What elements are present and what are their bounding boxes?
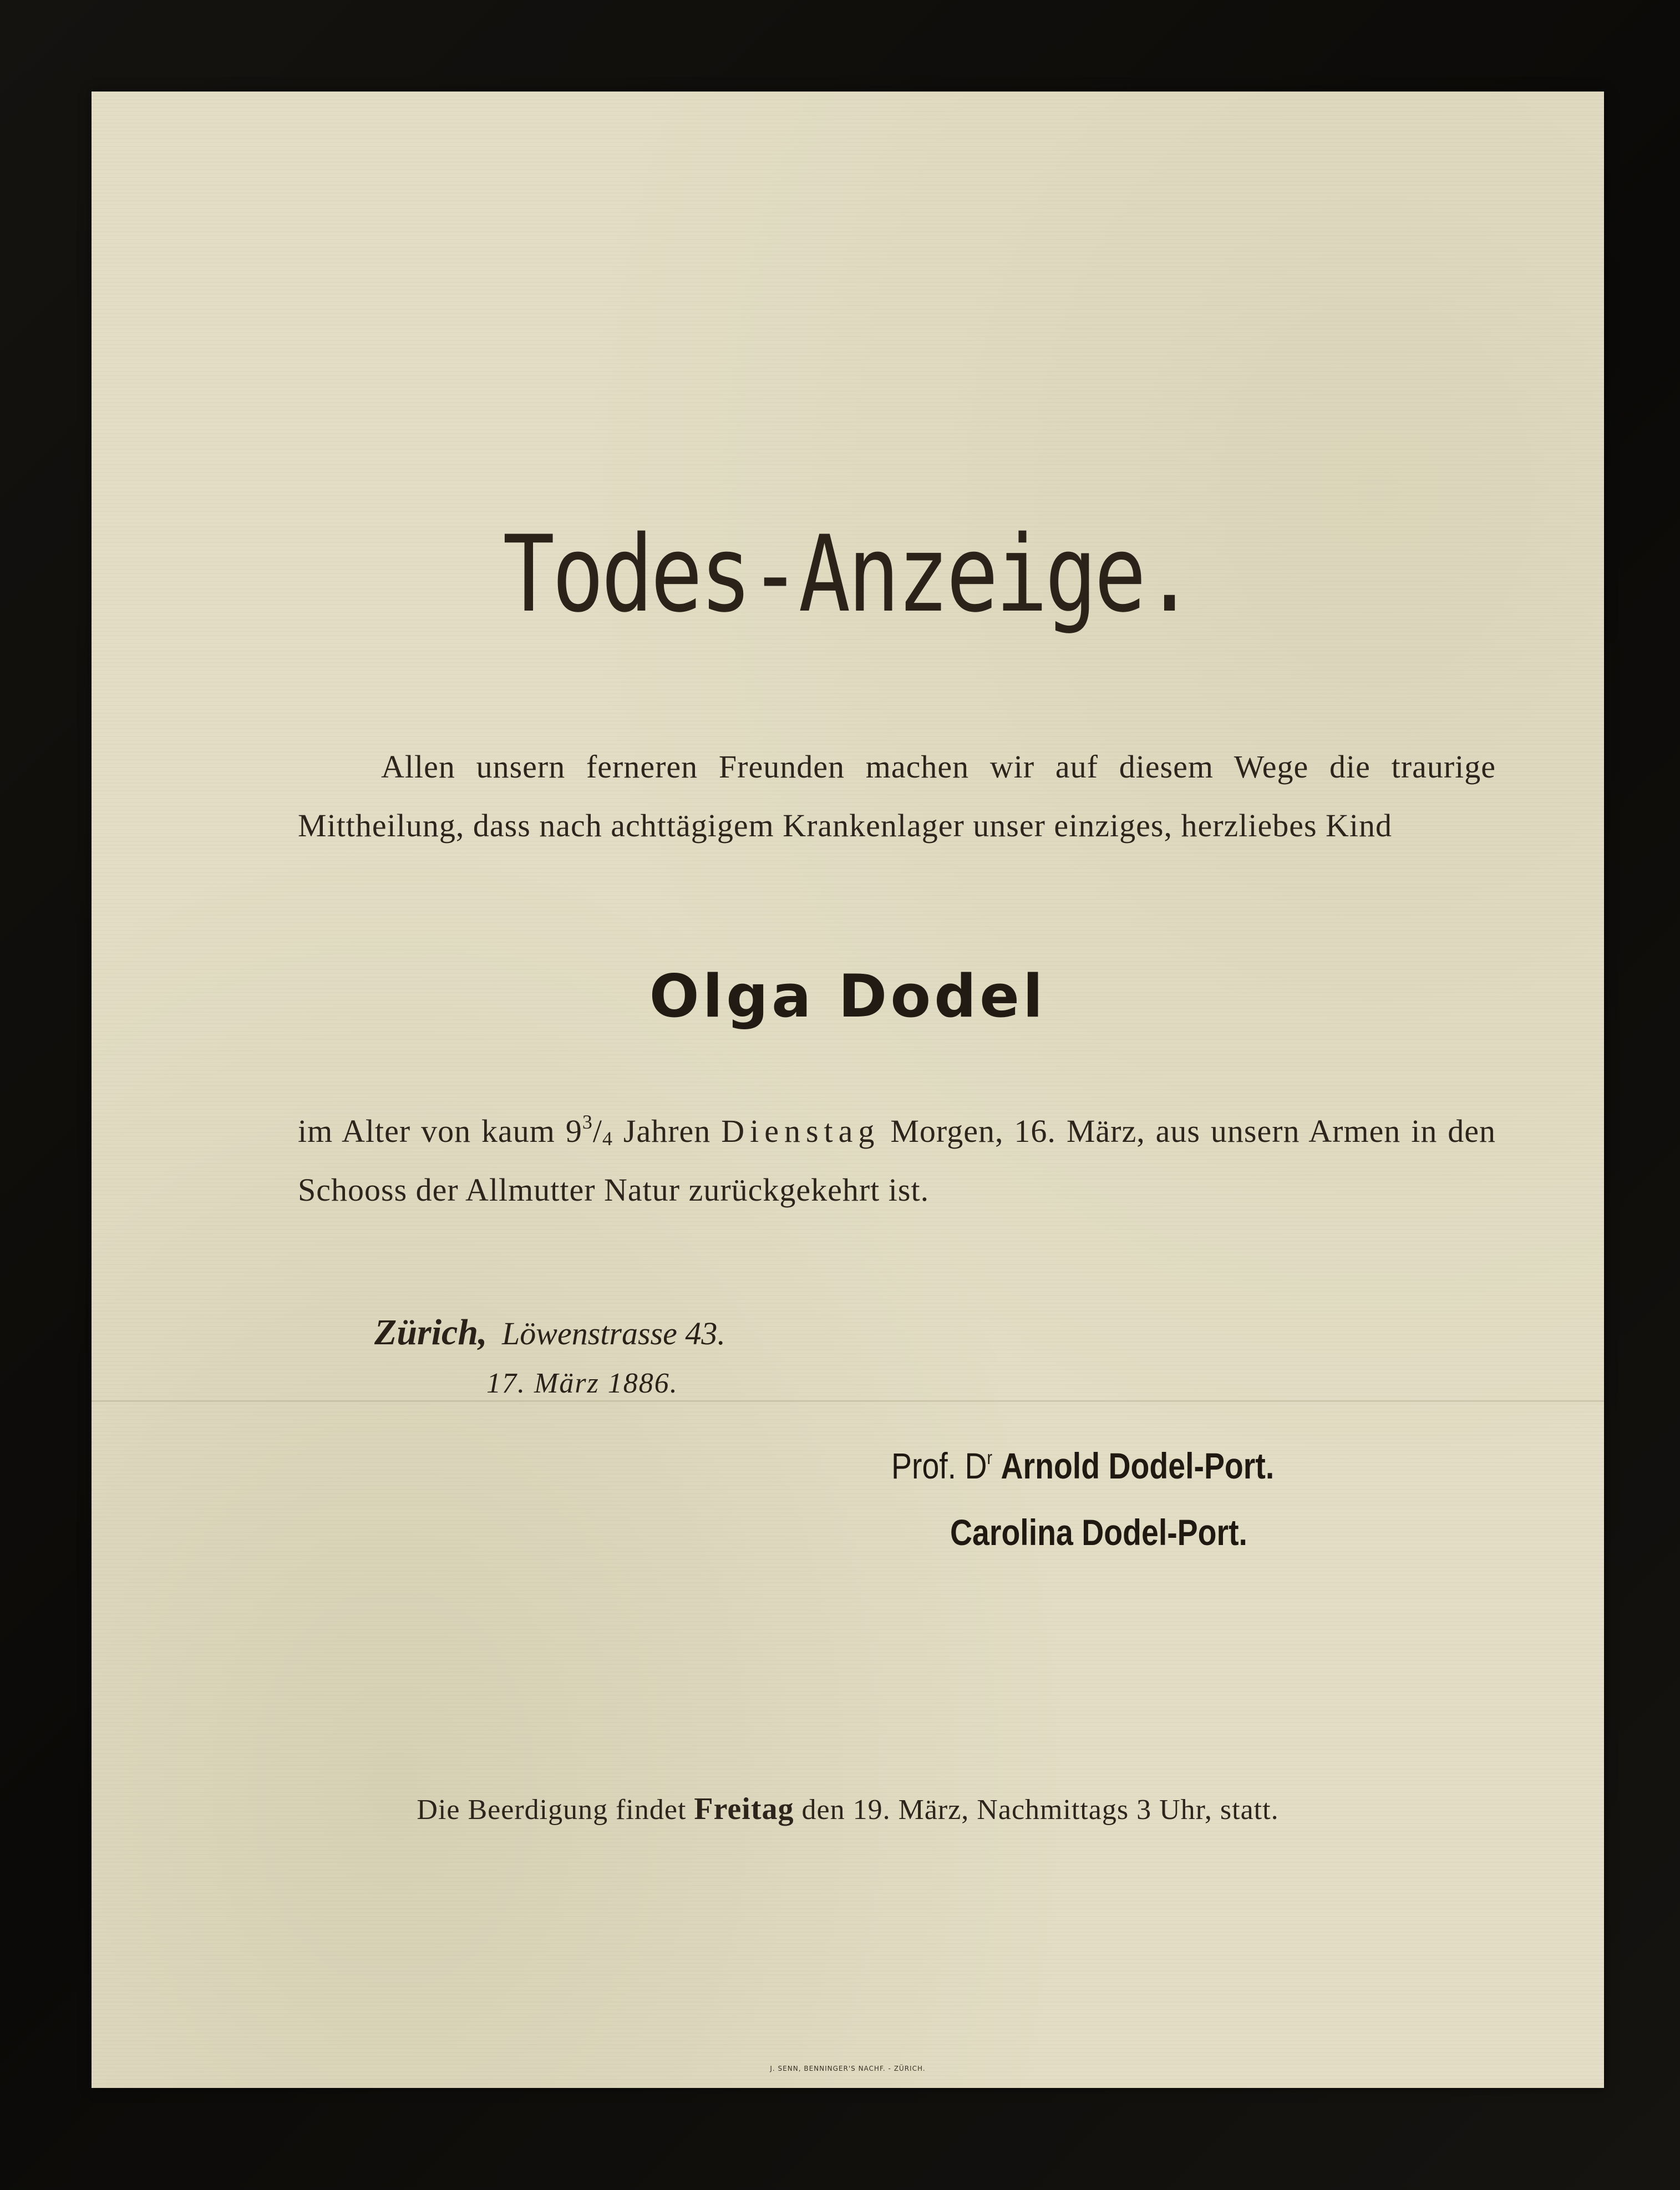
signatory-title-letter: D [965, 1445, 987, 1486]
signatory-title [965, 1445, 992, 1486]
detail-years: Jahren [623, 1113, 711, 1149]
paper-fold-line [92, 1400, 1604, 1402]
place-city: Zürich, [374, 1312, 488, 1353]
funeral-before: Die Beerdigung findet [417, 1794, 687, 1826]
age-denominator: 4 [602, 1127, 613, 1150]
signatory-carolina: Carolina Dodel-Port. [950, 1512, 1247, 1553]
place-line [374, 1312, 725, 1354]
funeral-line [92, 1791, 1604, 1827]
age-numerator: 3 [582, 1111, 593, 1133]
signatory-prefix: Prof. [891, 1445, 957, 1486]
notice-title: Todes-Anzeige. [503, 513, 1193, 636]
death-notice-sheet [92, 92, 1604, 2088]
deceased-name: Olga Dodel [649, 962, 1047, 1030]
detail-prefix: im Alter von kaum [298, 1113, 555, 1149]
detail-day: Dienstag [721, 1113, 880, 1149]
place-address: Löwenstrasse 43. [502, 1315, 725, 1351]
age-whole: 9 [565, 1113, 582, 1149]
signatory-title-superscript: r [987, 1447, 993, 1469]
notice-date: 17. März 1886. [486, 1368, 678, 1399]
printer-imprint: J. SENN, BENNINGER'S NACHF. - ZÜRICH. [770, 2065, 926, 2072]
signatory-name-arnold: Arnold Dodel-Port. [1001, 1445, 1275, 1486]
funeral-day: Freitag [694, 1792, 794, 1826]
detail-rest: Morgen, 16. März, aus unsern Armen in den Schooss der Allmutter Natur zurückgekehrt ist. [298, 1113, 1496, 1208]
detail-paragraph [298, 1102, 1496, 1220]
age-fraction: $9^3/_4$ [565, 1111, 613, 1150]
signatory-arnold [891, 1445, 1274, 1487]
intro-paragraph: Allen unsern ferneren Freunden machen wir auf diesem Wege die traurige Mittheilung, dass nach achttägigem Krankenlager unser einziges, herzliebes Kind [298, 749, 1496, 844]
funeral-after: den 19. März, Nachmittags 3 Uhr, statt. [801, 1794, 1279, 1826]
